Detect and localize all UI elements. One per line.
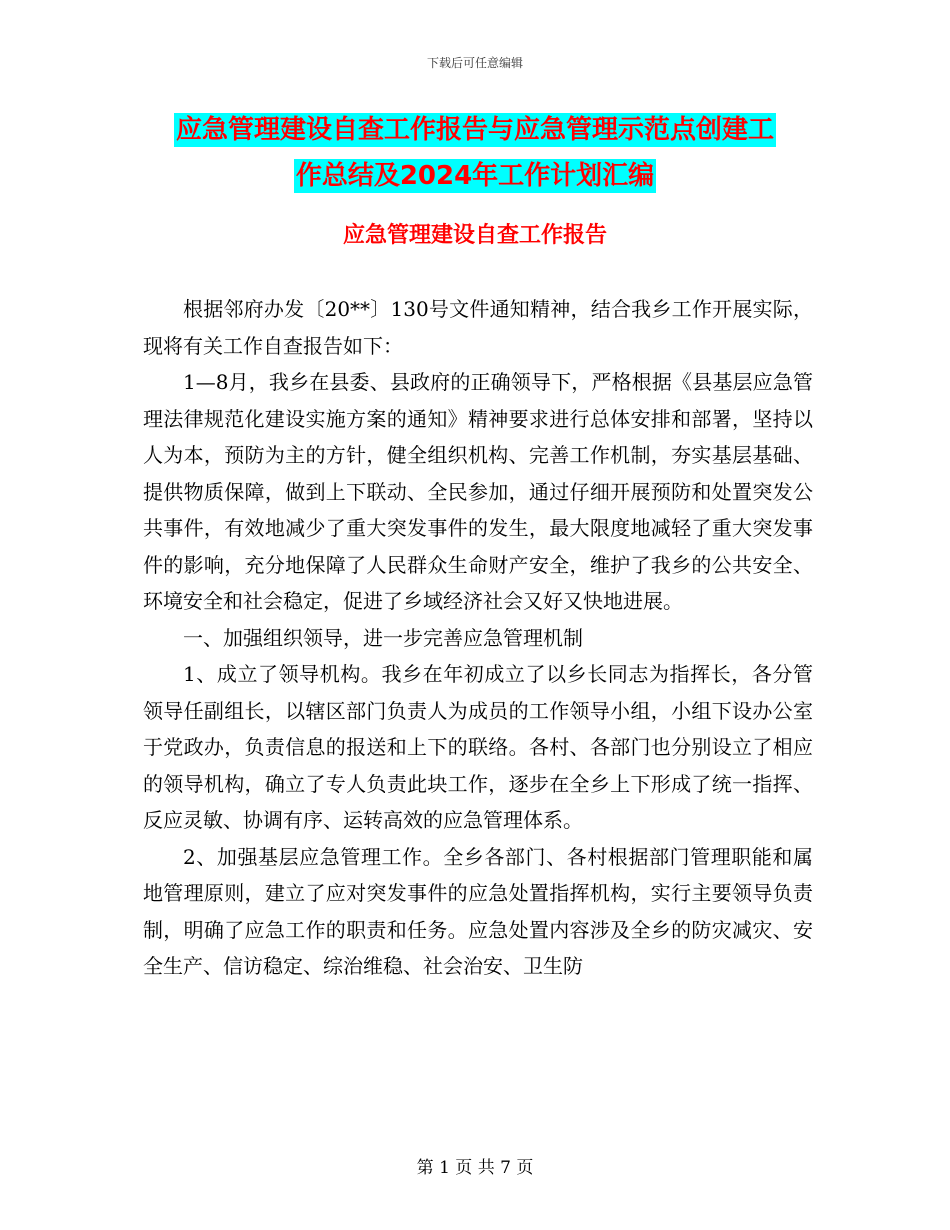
document-title-line-2 bbox=[0, 158, 950, 194]
paragraph-item-2: 2、加强基层应急管理工作。全乡各部门、各村根据部门管理职能和属地管理原则，建立了应对突发事件的应急处置指挥机构，实行主要领导负责制，明确了应急工作的职责和任务。应急处置内容涉及全乡的防灾减灾、安全生产、信访稳定、综治维稳、社会治安、卫生防 bbox=[143, 844, 813, 978]
page-number-footer: 第 1 页 共 7 页 bbox=[416, 1158, 534, 1178]
document-title-line-1-text: 应急管理建设自查工作报告与应急管理示范点创建工 bbox=[175, 115, 774, 145]
section-title: 应急管理建设自查工作报告 bbox=[342, 223, 607, 248]
document-title-line-2-text: 作总结及2024年工作计划汇编 bbox=[295, 161, 655, 191]
paragraph-overview: 1—8月，我乡在县委、县政府的正确领导下，严格根据《县基层应急管理法律规范化建设实施方案的通知》精神要求进行总体安排和部署，坚持以人为本，预防为主的方针，健全组织机构、完善工作机制，夯实基层基础、提供物质保障，做到上下联动、全民参加，通过仔细开展预防和处置突发公共事件，有效地减少了重大突发事件的发生，最大限度地减轻了重大突发事件的影响，充分地保障了人民群众生命财产安全，维护了我乡的公共安全、环境安全和社会稳定，促进了乡域经济社会又好又快地进展。 bbox=[143, 370, 813, 613]
document-body bbox=[143, 291, 813, 985]
document-title-line-1 bbox=[0, 112, 950, 148]
paragraph-intro: 根据邻府办发〔20**〕130号文件通知精神，结合我乡工作开展实际，现将有关工作自查报告如下： bbox=[143, 297, 813, 358]
paragraph-heading-1: 一、加强组织领导，进一步完善应急管理机制 bbox=[183, 625, 583, 650]
header-note: 下载后可任意编辑 bbox=[426, 56, 523, 70]
paragraph-item-1: 1、成立了领导机构。我乡在年初成立了以乡长同志为指挥长，各分管领导任副组长，以辖区部门负责人为成员的工作领导小组，小组下设办公室于党政办，负责信息的报送和上下的联络。各村、各部门也分别设立了相应的领导机构，确立了专人负责此块工作，逐步在全乡上下形成了统一指挥、反应灵敏、协调有序、运转高效的应急管理体系。 bbox=[143, 662, 813, 832]
